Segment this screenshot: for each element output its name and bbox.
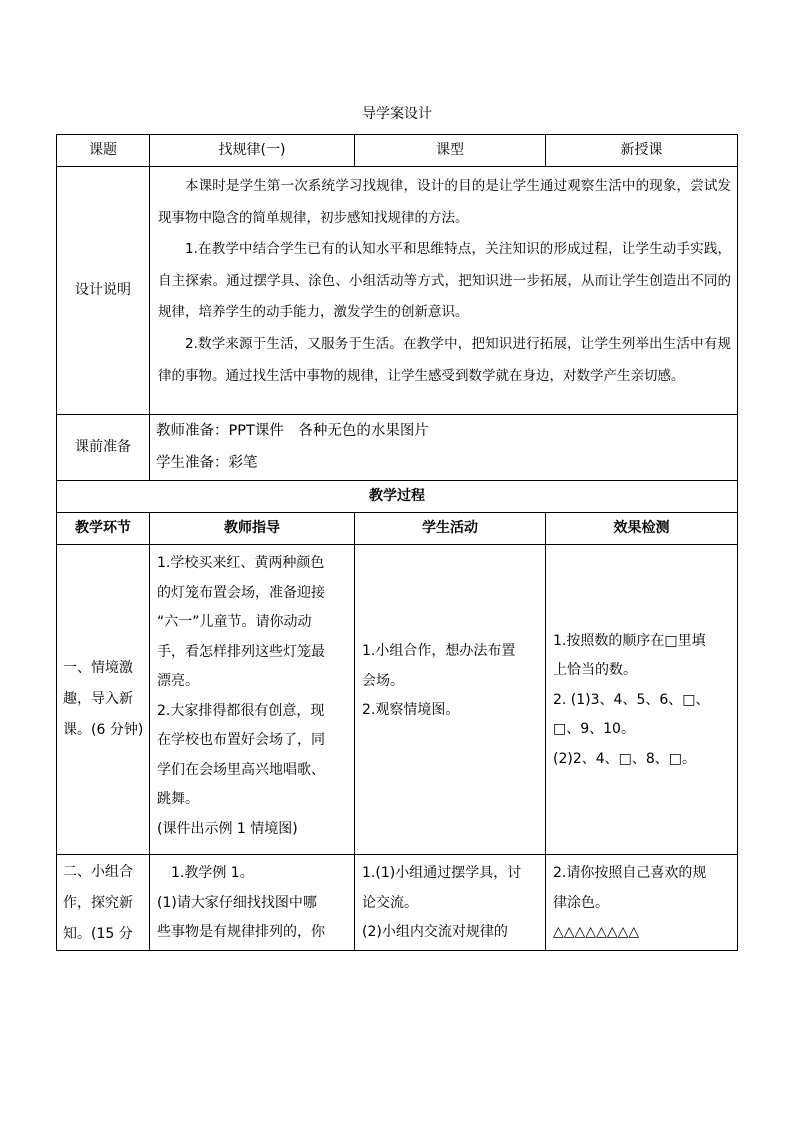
stage-line: 知。(15 分 — [63, 926, 133, 942]
teacher-cell-1 — [150, 545, 355, 855]
design-content — [150, 167, 738, 415]
teacher-line: 1.学校买来红、黄两种颜色 — [157, 555, 325, 571]
teacher-line: 手，看怎样排列这些灯笼最 — [157, 643, 325, 660]
prep-content — [150, 415, 738, 481]
process-title: 教学过程 — [57, 481, 738, 513]
prep-label: 课前准备 — [57, 415, 150, 481]
check-cell-1 — [546, 545, 738, 855]
student-cell-1 — [355, 545, 546, 855]
student-cell-2 — [355, 855, 546, 951]
triangle-row: △△△△△△△△ — [553, 924, 640, 940]
stage-line: 课。(6 分钟) — [63, 722, 144, 738]
header-row — [57, 135, 738, 167]
process-title-row — [57, 481, 738, 513]
teacher-line: 的灯笼布置会场，准备迎接 — [157, 584, 325, 601]
process-row-2 — [57, 855, 738, 951]
check-line: 2.请你按照自己喜欢的规 — [553, 865, 707, 881]
stage-cell-1 — [57, 545, 150, 855]
design-row — [57, 167, 738, 415]
document-title: 导学案设计 — [362, 106, 432, 122]
lesson-plan-table — [56, 134, 738, 951]
teacher-line: 1.教学例 1。 — [157, 865, 254, 881]
stage-line: 趣，导入新 — [63, 691, 133, 707]
student-line: 会场。 — [362, 672, 404, 689]
column-teacher: 教师指导 — [150, 513, 355, 545]
design-paragraph-1: 1.在教学中结合学生已有的认知水平和思维特点，关注知识的形成过程，让学生动手实践，自主探索。通过摆学具、涂色、小组活动等方式，把知识进一步拓展，从而让学生创造出不同的规律，培养学生的动手能力，激发学生的创新意识。 — [158, 241, 731, 321]
stage-line: 一、情境激 — [63, 660, 133, 676]
student-line: (2)小组内交流对规律的 — [362, 924, 508, 940]
teacher-line: “六一”儿童节。请你动动 — [157, 614, 312, 630]
student-line: 2.观察情境图。 — [362, 702, 460, 719]
stage-line: 二、小组合 — [63, 864, 133, 880]
check-line: □、9、10。 — [553, 721, 635, 738]
student-line: 论交流。 — [362, 894, 418, 911]
column-stage: 教学环节 — [57, 513, 150, 545]
check-line: 1.按照数的顺序在□里填 — [553, 632, 706, 649]
teacher-line: 学们在会场里高兴地唱歌、 — [157, 761, 325, 778]
teacher-prep: 教师准备：PPT课件 各种无色的水果图片 — [156, 423, 429, 439]
column-student: 学生活动 — [355, 513, 546, 545]
process-row-1 — [57, 545, 738, 855]
type-value: 新授课 — [546, 135, 738, 167]
teacher-line: 跳舞。 — [157, 791, 199, 807]
design-paragraph-2: 2.数学来源于生活，又服务于生活。在教学中，把知识进行拓展，让学生列举出生活中有规律的事物。通过找生活中事物的规律，让学生感受到数学就在身边，对数学产生亲切感。 — [158, 335, 731, 384]
stage-cell-2 — [57, 855, 150, 951]
teacher-line: (课件出示例 1 情境图) — [157, 820, 298, 837]
stage-line: 作，探究新 — [63, 895, 133, 911]
topic-value: 找规律(一) — [150, 135, 355, 167]
process-header-row — [57, 513, 738, 545]
check-line: 上恰当的数。 — [553, 662, 637, 679]
teacher-cell-2 — [150, 855, 355, 951]
teacher-line: 在学校也布置好会场了，同 — [157, 732, 325, 748]
student-line: 1.(1)小组通过摆学具，讨 — [362, 865, 522, 881]
check-line: (2)2、4、□、8、□。 — [553, 750, 697, 767]
check-line: 律涂色。 — [553, 894, 609, 911]
column-check: 效果检测 — [546, 513, 738, 545]
type-label: 课型 — [355, 135, 546, 167]
student-line: 1.小组合作，想办法布置 — [362, 643, 516, 660]
design-label: 设计说明 — [57, 167, 150, 415]
teacher-line: 2.大家排得都很有创意，现 — [157, 702, 325, 719]
teacher-line: 些事物是有规律排列的，你 — [157, 924, 325, 940]
check-line: 2. (1)3、4、5、6、□、 — [553, 691, 710, 708]
student-prep: 学生准备：彩笔 — [156, 455, 258, 471]
teacher-line: (1)请大家仔细找找图中哪 — [157, 894, 317, 911]
topic-label: 课题 — [57, 135, 150, 167]
teacher-line: 漂亮。 — [157, 673, 199, 689]
check-cell-2 — [546, 855, 738, 951]
prep-row — [57, 415, 738, 481]
design-paragraph-intro: 本课时是学生第一次系统学习找规律，设计的目的是让学生通过观察生活中的现象，尝试发现事物中隐含的简单规律，初步感知找规律的方法。 — [158, 178, 731, 226]
